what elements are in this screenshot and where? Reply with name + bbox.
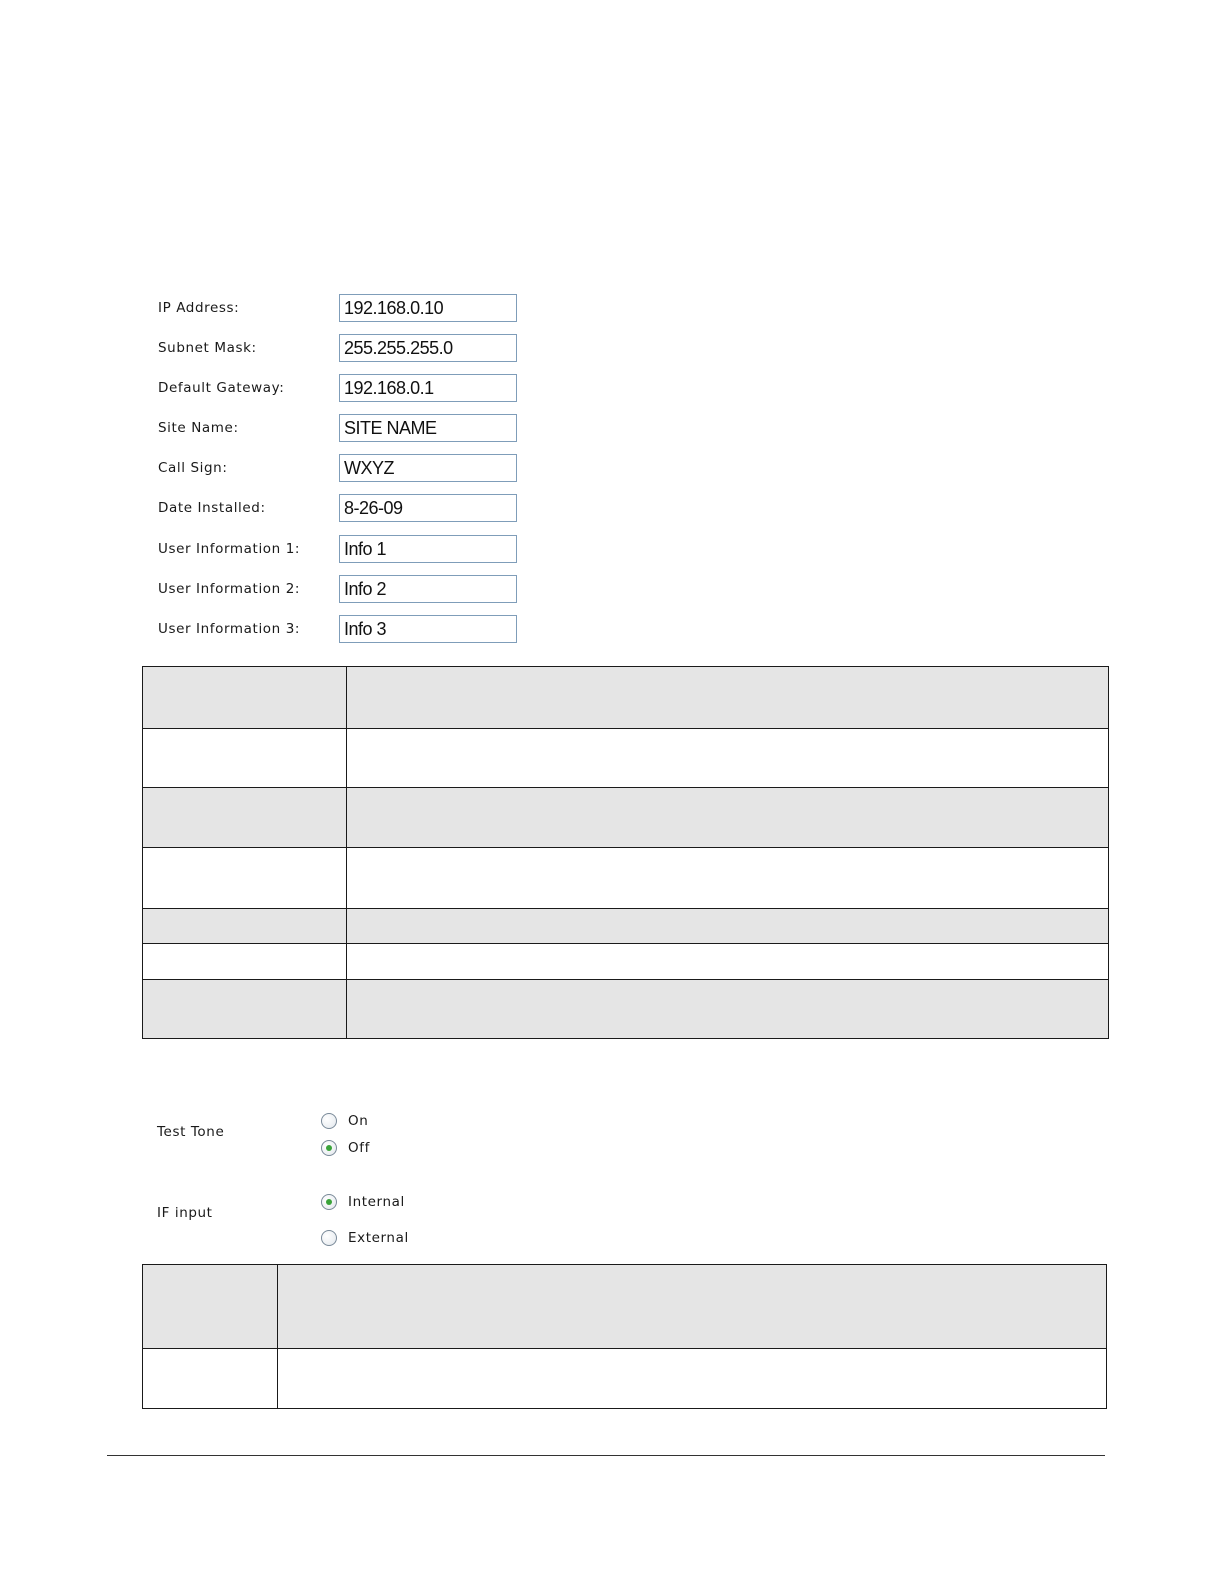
- table-cell: [347, 848, 1109, 909]
- ip-address-row: [0, 294, 600, 324]
- table-cell: [143, 944, 347, 980]
- date-installed-input[interactable]: [339, 494, 517, 522]
- if-input-external-radio[interactable]: [321, 1230, 337, 1246]
- table-row: [143, 944, 1109, 980]
- ip-address-label: IP Address:: [158, 300, 240, 316]
- test-tone-on-option[interactable]: [321, 1111, 368, 1131]
- table-cell: [347, 944, 1109, 980]
- table-row: [143, 1265, 1107, 1349]
- table-cell: [347, 980, 1109, 1039]
- table-cell: [143, 667, 347, 729]
- test-tone-label: Test Tone: [157, 1124, 225, 1140]
- user-info-3-row: [0, 615, 600, 645]
- user-info-1-row: [0, 535, 600, 565]
- table-cell: [347, 788, 1109, 848]
- user-info-3-input[interactable]: [339, 615, 517, 643]
- default-gateway-input[interactable]: [339, 374, 517, 402]
- site-name-row: [0, 414, 600, 444]
- if-input-internal-label: Internal: [348, 1194, 405, 1210]
- default-gateway-label: Default Gateway:: [158, 380, 285, 396]
- ip-address-input[interactable]: [339, 294, 517, 322]
- table-row: [143, 788, 1109, 848]
- user-info-2-row: [0, 575, 600, 605]
- date-installed-label: Date Installed:: [158, 500, 266, 516]
- test-tone-off-radio[interactable]: [321, 1140, 337, 1156]
- table-row: [143, 667, 1109, 729]
- date-installed-row: [0, 494, 600, 524]
- settings-description-table: [142, 666, 1109, 1039]
- user-info-2-label: User Information 2:: [158, 581, 301, 597]
- options-description-table: [142, 1264, 1107, 1409]
- test-tone-off-label: Off: [348, 1140, 370, 1156]
- subnet-mask-label: Subnet Mask:: [158, 340, 257, 356]
- table-cell: [143, 1265, 278, 1349]
- subnet-mask-row: [0, 334, 600, 364]
- user-info-1-input[interactable]: [339, 535, 517, 563]
- table-row: [143, 1349, 1107, 1409]
- table-cell: [143, 980, 347, 1039]
- table-cell: [143, 1349, 278, 1409]
- table-cell: [278, 1265, 1107, 1349]
- call-sign-row: [0, 454, 600, 484]
- footer-divider: [107, 1455, 1105, 1456]
- table-cell: [347, 909, 1109, 944]
- site-name-label: Site Name:: [158, 420, 239, 436]
- table-cell: [143, 909, 347, 944]
- table-row: [143, 729, 1109, 788]
- table-cell: [278, 1349, 1107, 1409]
- call-sign-label: Call Sign:: [158, 460, 228, 476]
- site-name-input[interactable]: [339, 414, 517, 442]
- table-cell: [143, 729, 347, 788]
- if-input-internal-radio[interactable]: [321, 1194, 337, 1210]
- if-input-internal-option[interactable]: [321, 1192, 405, 1212]
- table-cell: [143, 848, 347, 909]
- table-cell: [143, 788, 347, 848]
- user-info-3-label: User Information 3:: [158, 621, 301, 637]
- if-input-label: IF input: [157, 1205, 213, 1221]
- subnet-mask-input[interactable]: [339, 334, 517, 362]
- table-row: [143, 980, 1109, 1039]
- table-row: [143, 848, 1109, 909]
- call-sign-input[interactable]: [339, 454, 517, 482]
- if-input-external-option[interactable]: [321, 1228, 409, 1248]
- table-cell: [347, 729, 1109, 788]
- default-gateway-row: [0, 374, 600, 404]
- test-tone-on-radio[interactable]: [321, 1113, 337, 1129]
- table-cell: [347, 667, 1109, 729]
- user-info-1-label: User Information 1:: [158, 541, 301, 557]
- test-tone-off-option[interactable]: [321, 1138, 370, 1158]
- test-tone-on-label: On: [348, 1113, 369, 1129]
- user-info-2-input[interactable]: [339, 575, 517, 603]
- table-row: [143, 909, 1109, 944]
- if-input-external-label: External: [348, 1230, 409, 1246]
